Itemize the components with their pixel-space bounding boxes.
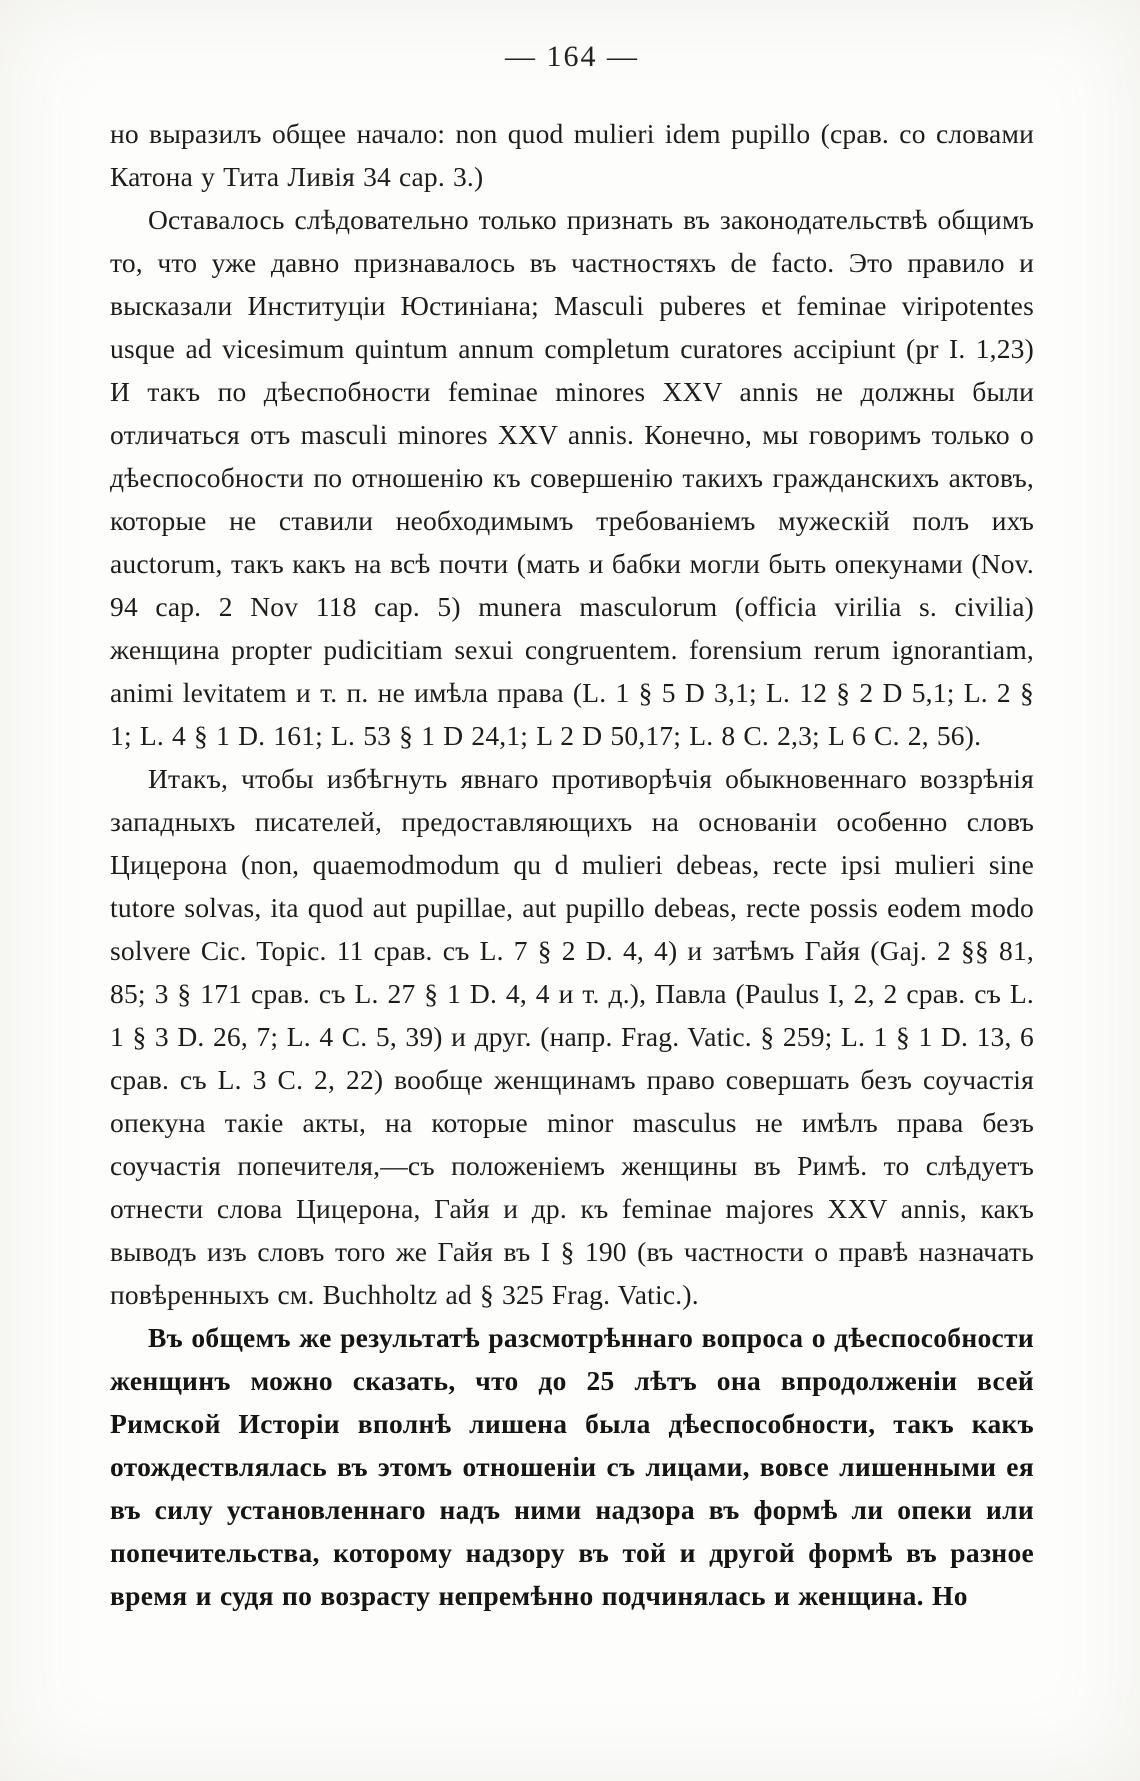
- paragraph-ostavalos: Оставалось слѣдовательно только признать въ законодательствѣ общимъ то, что уже давно признавалось въ частностяхъ de facto. Это правило и высказали Институціи Юстиніана; Masculi puberes et feminae viripotentes usque ad vicesimum quintum annum completum curatores accipiunt (pr I. 1,23) И такъ по дѣеспобности feminae minores XXV annis не должны были отличаться отъ masculi minores XXV annis. Конечно, мы говоримъ только о дѣеспособности по отношенію къ совершенію такихъ гражданскихъ актовъ, которые не ставили необходимымъ требованіемъ мужескій полъ ихъ auctorum, такъ какъ на всѣ почти (мать и бабки могли быть опекунами (Nov. 94 cap. 2 Nov 118 cap. 5) munera masculorum (officia virilia s. civilia) женщина propter pudicitiam sexui congruentem. forensium rerum ignorantiam, animi levitatem и т. п. не имѣла права (L. 1 § 5 D 3,1; L. 12 § 2 D 5,1; L. 2 § 1; L. 4 § 1 D. 161; L. 53 § 1 D 24,1; L 2 D 50,17; L. 8 C. 2,3; L 6 C. 2, 56).: [110, 204, 1034, 751]
- paragraph-continuation: но выразилъ общее начало: non quod mulieri idem pupillo (срав. со словами Катона у Тита Ливія 34 cap. 3.): [110, 118, 1034, 192]
- paragraph-itak: Итакъ, чтобы избѣгнуть явнаго противорѣчія обыкновеннаго воззрѣнія западныхъ писателей, предоставляющихъ на основаніи особенно словъ Цицерона (non, quaemodmodum qu d mulieri debeas, recte ipsi mulieri sine tutore solvas, ita quod aut pupillae, aut pupillo debeas, recte possis eodem modo solvere Cic. Topic. 11 срав. съ L. 7 § 2 D. 4, 4) и затѣмъ Гайя (Gaj. 2 §§ 81, 85; 3 § 171 срав. съ L. 27 § 1 D. 4, 4 и т. д.), Павла (Paulus I, 2, 2 срав. съ L. 1 § 3 D. 26, 7; L. 4 C. 5, 39) и друг. (напр. Frag. Vatic. § 259; L. 1 § 1 D. 13, 6 срав. съ L. 3 C. 2, 22) вообще женщинамъ право совершать безъ соучастія опекуна такіе акты, на которые minor masculus не имѣлъ права безъ соучастія попечителя,—съ положеніемъ женщины въ Римѣ. то слѣдуетъ отнести слова Цицерона, Гайя и др. къ feminae majores XXV annis, какъ выводъ изъ словъ того же Гайя въ I § 190 (въ частности о правѣ назначать повѣренныхъ см. Buchholtz ad § 325 Frag. Vatic.).: [110, 763, 1034, 1310]
- paragraph-summary: Въ общемъ же результатѣ разсмотрѣннаго вопроса о дѣеспособности женщинъ можно сказать, что до 25 лѣтъ она впродолженіи всей Римской Исторіи вполнѣ лишена была дѣеспособности, такъ какъ отождествлялась въ этомъ отношеніи съ лицами, вовсе лишенными ея въ силу установленнаго надъ ними надзора въ формѣ ли опеки или попечительства, которому надзору въ той и другой формѣ въ разное время и судя по возрасту непремѣнно подчинялась и женщина. Но: [110, 1322, 1034, 1611]
- page-number: — 164 —: [505, 40, 639, 73]
- page-body: [110, 112, 1034, 1617]
